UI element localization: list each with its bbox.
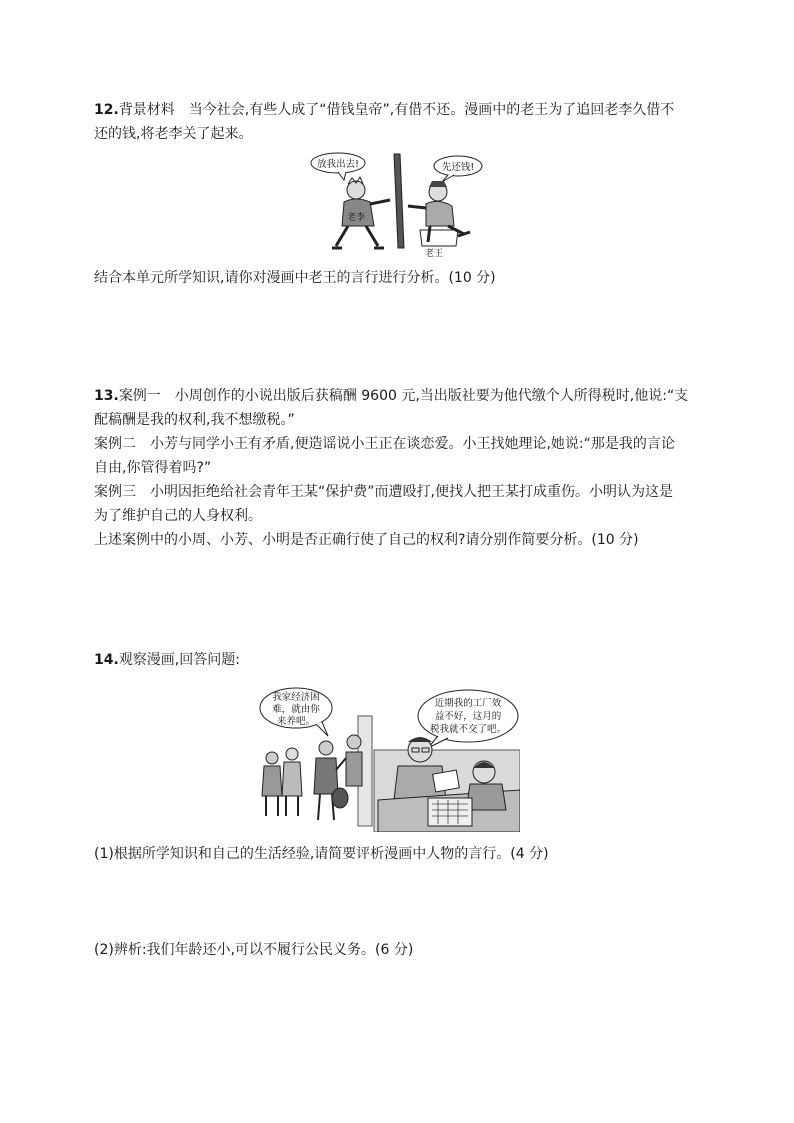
q14-right-bubble-line-1: 近期我的工厂效 <box>434 698 502 709</box>
q14-part-2: (2)辨析:我们年龄还小,可以不履行公民义务。(6 分) <box>94 942 414 958</box>
q12-question: 结合本单元所学知识,请你对漫画中老王的言行进行分析。(10 分) <box>94 270 496 286</box>
q13-line-3: 案例二 小芳与同学小王有矛盾,便造谣说小王正在谈恋爱。小王找她理论,她说:“那是我的言论 <box>94 436 675 452</box>
q12-label-right: 老王 <box>424 249 444 259</box>
q12-label-left: 老李 <box>346 213 366 223</box>
question-13 <box>94 384 700 552</box>
q14-right-bubble-line-2: 益不好，这月的 <box>434 711 502 722</box>
q13-line-5: 案例三 小明因拒绝给社会青年王某“保护费”而遭殴打,便找人把王某打成重伤。小明认为这是 <box>94 484 673 500</box>
q13-number: 13. <box>94 388 119 404</box>
q14-part-1: (1)根据所学知识和自己的生活经验,请简要评析漫画中人物的言行。(4 分) <box>94 846 549 862</box>
q14-left-bubble-line-2: 难，就由你 <box>272 704 320 715</box>
q12-line-2: 还的钱,将老李关了起来。 <box>94 126 253 142</box>
q12-line-1: 12.背景材料 当今社会,有些人成了“借钱皇帝”,有借不还。漫画中的老王为了追回老李久借不 <box>94 102 675 118</box>
q13-line-6: 为了维护自己的人身权利。 <box>94 508 262 524</box>
q12-bubble-left: 放我出去! <box>317 159 359 170</box>
q13-line-7: 上述案例中的小周、小芳、小明是否正确行使了自己的权利?请分别作简要分析。(10 分) <box>94 532 639 548</box>
q13-line-1: 13.案例一 小周创作的小说出版后获稿酬 9600 元,当出版社要为他代缴个人所得税时,他说:“支 <box>94 388 689 404</box>
q13-line-2: 配稿酬是我的权利,我不想缴税。” <box>94 412 295 428</box>
q14-left-bubble-line-3: 来养吧。 <box>276 716 316 727</box>
q14-intro: 14.观察漫画,回答问题: <box>94 652 240 668</box>
q14-right-bubble-line-3: 税我就不交了吧。 <box>429 724 507 735</box>
q14-left-panel <box>260 688 372 826</box>
q14-comic <box>258 686 520 832</box>
q12-bubble-right: 先还钱! <box>441 162 475 173</box>
q14-number: 14. <box>94 652 119 668</box>
q14-right-panel <box>374 690 520 832</box>
q14-left-bubble-line-1: 我家经济困 <box>272 692 320 703</box>
question-14 <box>94 648 700 672</box>
q12-comic <box>308 150 498 260</box>
lao-wang-figure <box>408 181 470 246</box>
question-12 <box>94 98 700 146</box>
q12-number: 12. <box>94 102 119 118</box>
q13-line-4: 自由,你管得着吗?” <box>94 460 212 476</box>
